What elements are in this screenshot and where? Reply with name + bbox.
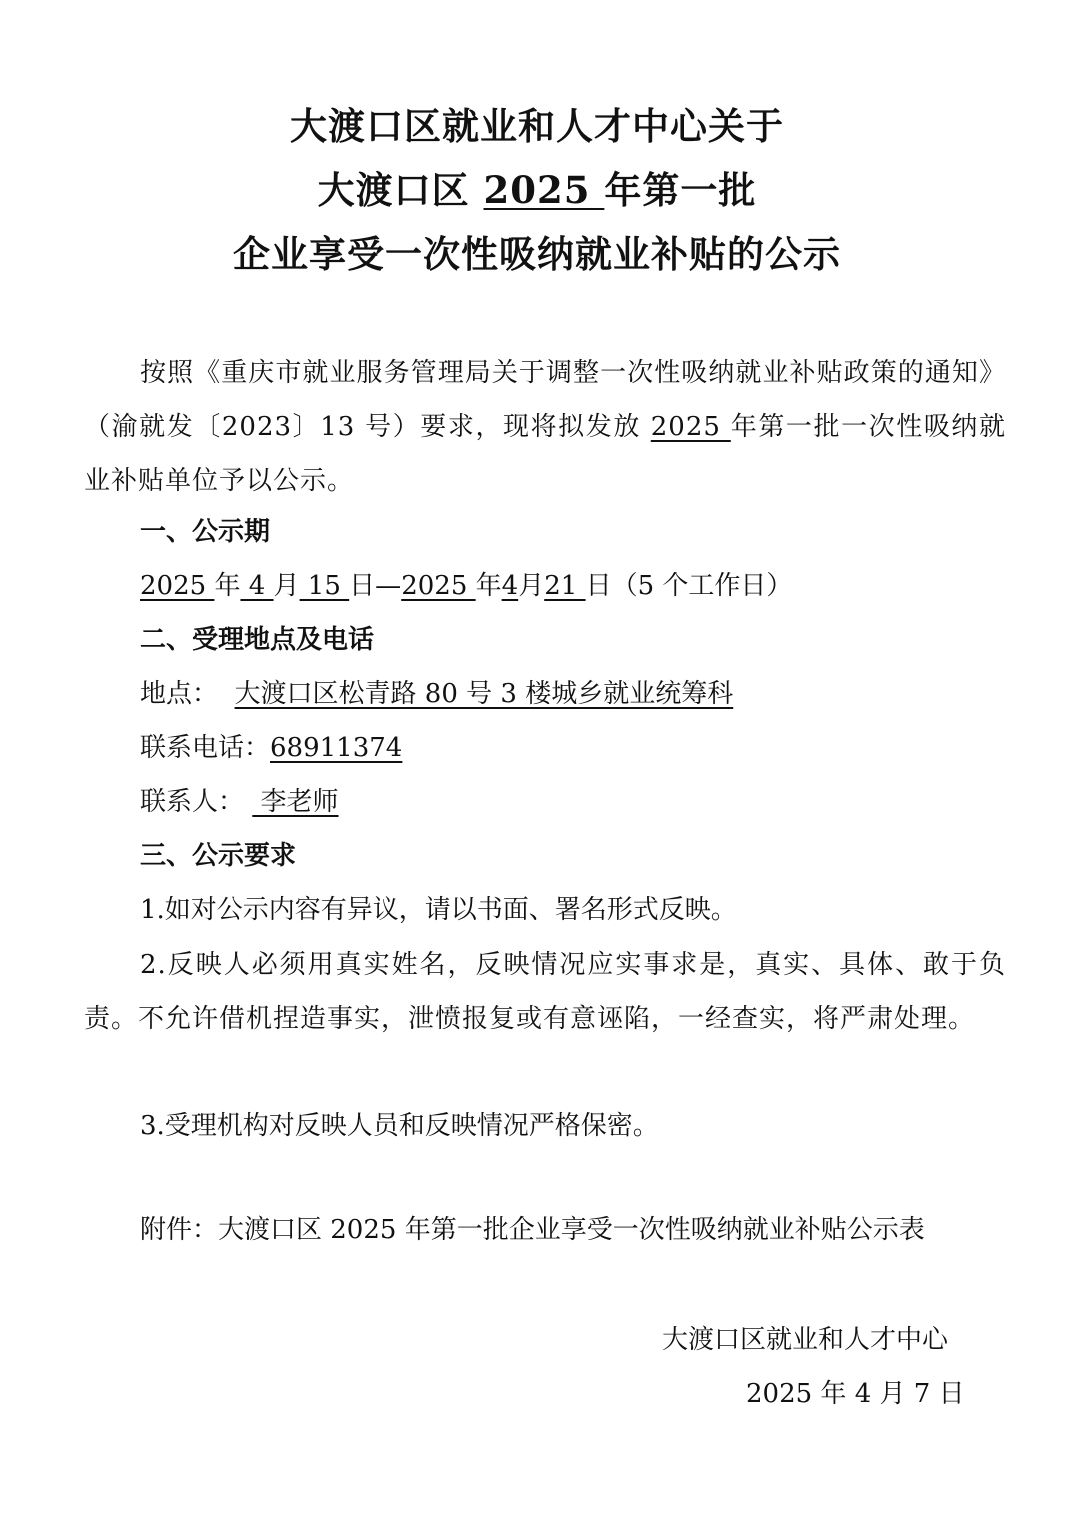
month-label-2: 月 (518, 571, 545, 601)
address-value: 大渡口区松青路 80 号 3 楼城乡就业统筹科 (234, 679, 734, 709)
year-label-2: 年 (475, 571, 502, 601)
day-label: 日— (349, 571, 402, 601)
year-label: 年 (214, 571, 241, 601)
month-label: 月 (273, 571, 300, 601)
title-line-1: 大渡口区就业和人才中心关于 (290, 104, 784, 148)
notice-period (0, 566, 1074, 606)
title-line-3: 企业享受一次性吸纳就业补贴的公示 (233, 232, 841, 276)
signature-date: 2025 年 4 月 7 日 (746, 1379, 965, 1409)
title-year: 2025 (483, 168, 605, 212)
phone-label: 联系电话： (140, 733, 271, 763)
signature-org: 大渡口区就业和人才中心 (662, 1325, 949, 1355)
intro-paragraph (84, 346, 1006, 508)
end-day: 21 (544, 571, 586, 601)
address-label: 地点： (140, 679, 219, 709)
start-day: 15 (299, 571, 350, 601)
address-line (0, 674, 1074, 714)
end-month: 4 (501, 571, 519, 601)
section3-heading: 三、公示要求 (140, 841, 297, 871)
requirement-3: 3.受理机构对反映人员和反映情况严格保密。 (140, 1111, 659, 1141)
intro-year: 2025 (650, 412, 731, 442)
title-line-2-prefix: 大渡口区 (317, 168, 484, 212)
contact-line (0, 782, 1074, 822)
requirement-2: 2.反映人必须用真实姓名，反映情况应实事求是，真实、具体、敢于负责。不允许借机捏造事实，泄愤报复或有意诬陷，一经查实，将严肃处理。 (84, 950, 1006, 1034)
phone-value: 68911374 (270, 733, 403, 763)
contact-label: 联系人： (140, 787, 245, 817)
title-line-2 (0, 166, 1074, 214)
intro-text-after: 年第一批一次性吸纳就业补贴单位予以公示。 (84, 412, 1006, 496)
section1-heading: 一、公示期 (140, 517, 271, 547)
end-year: 2025 (401, 571, 476, 601)
intro-text-before: 按照《重庆市就业服务管理局关于调整一次性吸纳就业补贴政策的通知》（渝就发〔2023〕13 号）要求，现将拟发放 (84, 358, 1006, 442)
start-month: 4 (240, 571, 274, 601)
attachment-note: 附件：大渡口区 2025 年第一批企业享受一次性吸纳就业补贴公示表 (140, 1215, 925, 1245)
contact-value: 李老师 (252, 787, 339, 817)
phone-line (0, 728, 1074, 768)
requirement-1: 1.如对公示内容有异议，请以书面、署名形式反映。 (140, 895, 737, 925)
start-year: 2025 (140, 571, 215, 601)
day-label-2: 日（5 个工作日） (585, 571, 793, 601)
title-line-2-suffix: 年第一批 (604, 168, 757, 212)
section2-heading: 二、受理地点及电话 (140, 625, 375, 655)
